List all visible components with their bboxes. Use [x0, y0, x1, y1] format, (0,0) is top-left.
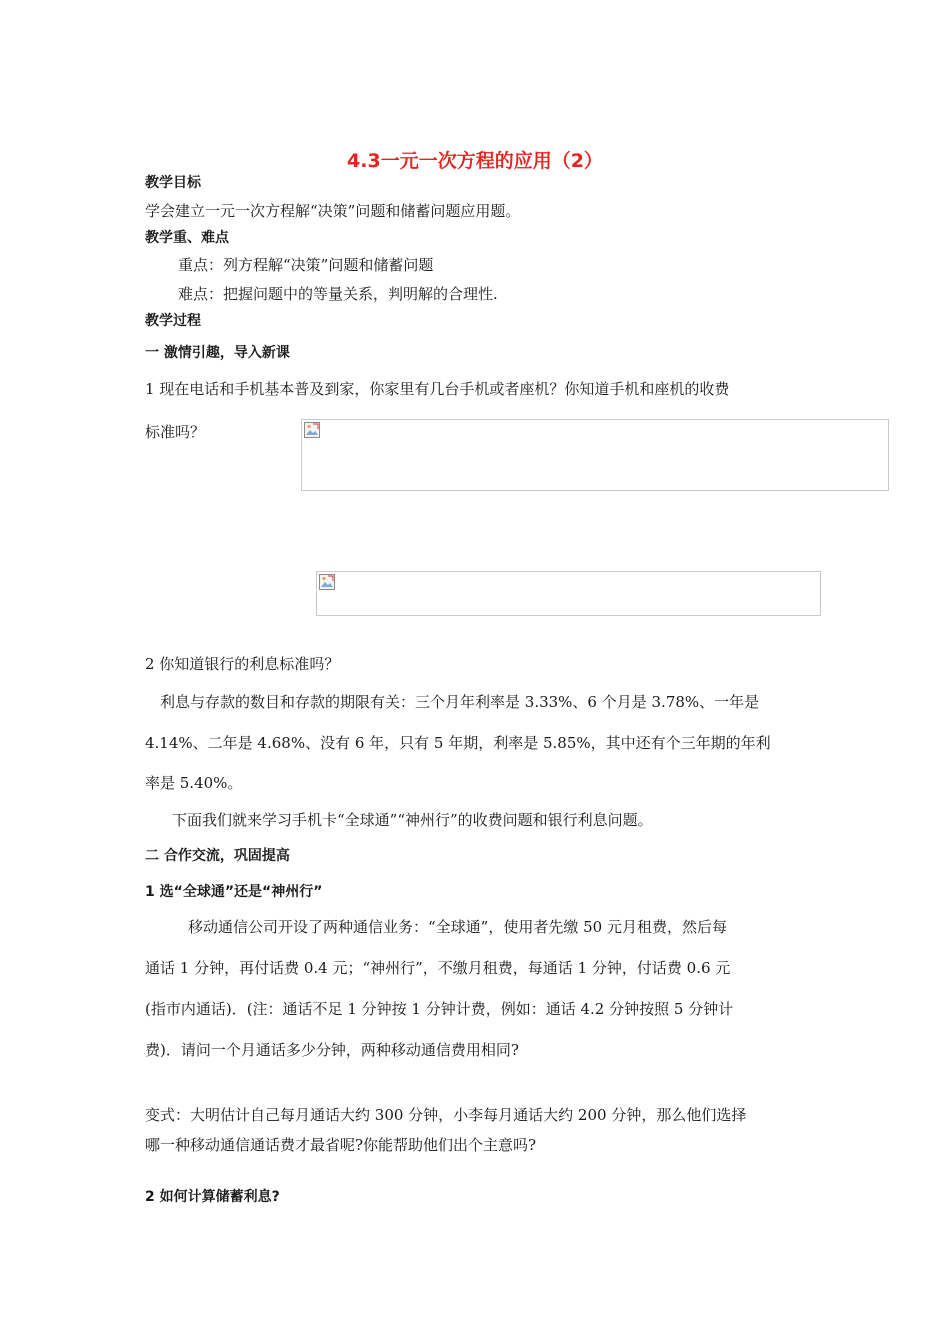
sub1-heading: 1 选“全球通”还是“神州行”: [145, 884, 323, 900]
broken-image-icon: [319, 574, 335, 590]
rate-line1: 利息与存款的数目和存款的期限有关：三个月年利率是 3.33%、6 个月是 3.78%、一年是: [160, 693, 760, 711]
sub2-heading: 2 如何计算储蓄利息?: [145, 1189, 280, 1205]
q1-line2: 标准吗？: [145, 423, 206, 441]
rate-line2: 4.14%、二年是 4.68%、没有 6 年，只有 5 年期，利率是 5.85%，其中还有个三年期的年利: [145, 734, 771, 752]
intro-text: 下面我们就来学习手机卡“全球通”“神州行”的收费问题和银行利息问题。: [172, 811, 653, 829]
q1-line1: 1 现在电话和手机基本普及到家，你家里有几台手机或者座机？你知道手机和座机的收费: [145, 380, 730, 398]
broken-image-icon: [304, 422, 320, 438]
variant-line1: 变式：大明估计自己每月通话大约 300 分钟，小李每月通话大约 200 分钟，那么他们选择: [145, 1106, 747, 1124]
part1-heading: 一 激情引趣，导入新课: [145, 345, 290, 361]
rate-line3: 率是 5.40%。: [145, 774, 243, 792]
p1-line3: (指市内通话)．(注：通话不足 1 分钟按 1 分钟计费，例如：通话 4.2 分钟按照 5 分钟计: [145, 1000, 734, 1018]
difficult-point: 难点：把握问题中的等量关系，判明解的合理性.: [178, 285, 498, 303]
page-title: 4.3一元一次方程的应用（2）: [347, 150, 603, 172]
key-heading: 教学重、难点: [145, 230, 229, 246]
q2: 2 你知道银行的利息标准吗？: [145, 655, 340, 673]
goal-heading: 教学目标: [145, 175, 201, 191]
p1-line4: 费)．请问一个月通话多少分钟，两种移动通信费用相同?: [145, 1041, 519, 1059]
key-point: 重点：列方程解“决策”问题和储蓄问题: [178, 256, 434, 274]
image-placeholder: [301, 419, 889, 491]
p1-line2: 通话 1 分钟，再付话费 0.4 元；“神州行”，不缴月租费，每通话 1 分钟，付话费 0.6 元: [145, 959, 731, 977]
p1-line1: 移动通信公司开设了两种通信业务：“全球通”，使用者先缴 50 元月租费，然后每: [188, 918, 727, 936]
goal-text: 学会建立一元一次方程解“决策”问题和储蓄问题应用题。: [145, 202, 521, 220]
variant-line2: 哪一种移动通信通话费才最省呢?你能帮助他们出个主意吗?: [145, 1136, 537, 1154]
image-placeholder: [316, 571, 821, 616]
part2-heading: 二 合作交流，巩固提高: [145, 848, 290, 864]
process-heading: 教学过程: [145, 313, 201, 329]
